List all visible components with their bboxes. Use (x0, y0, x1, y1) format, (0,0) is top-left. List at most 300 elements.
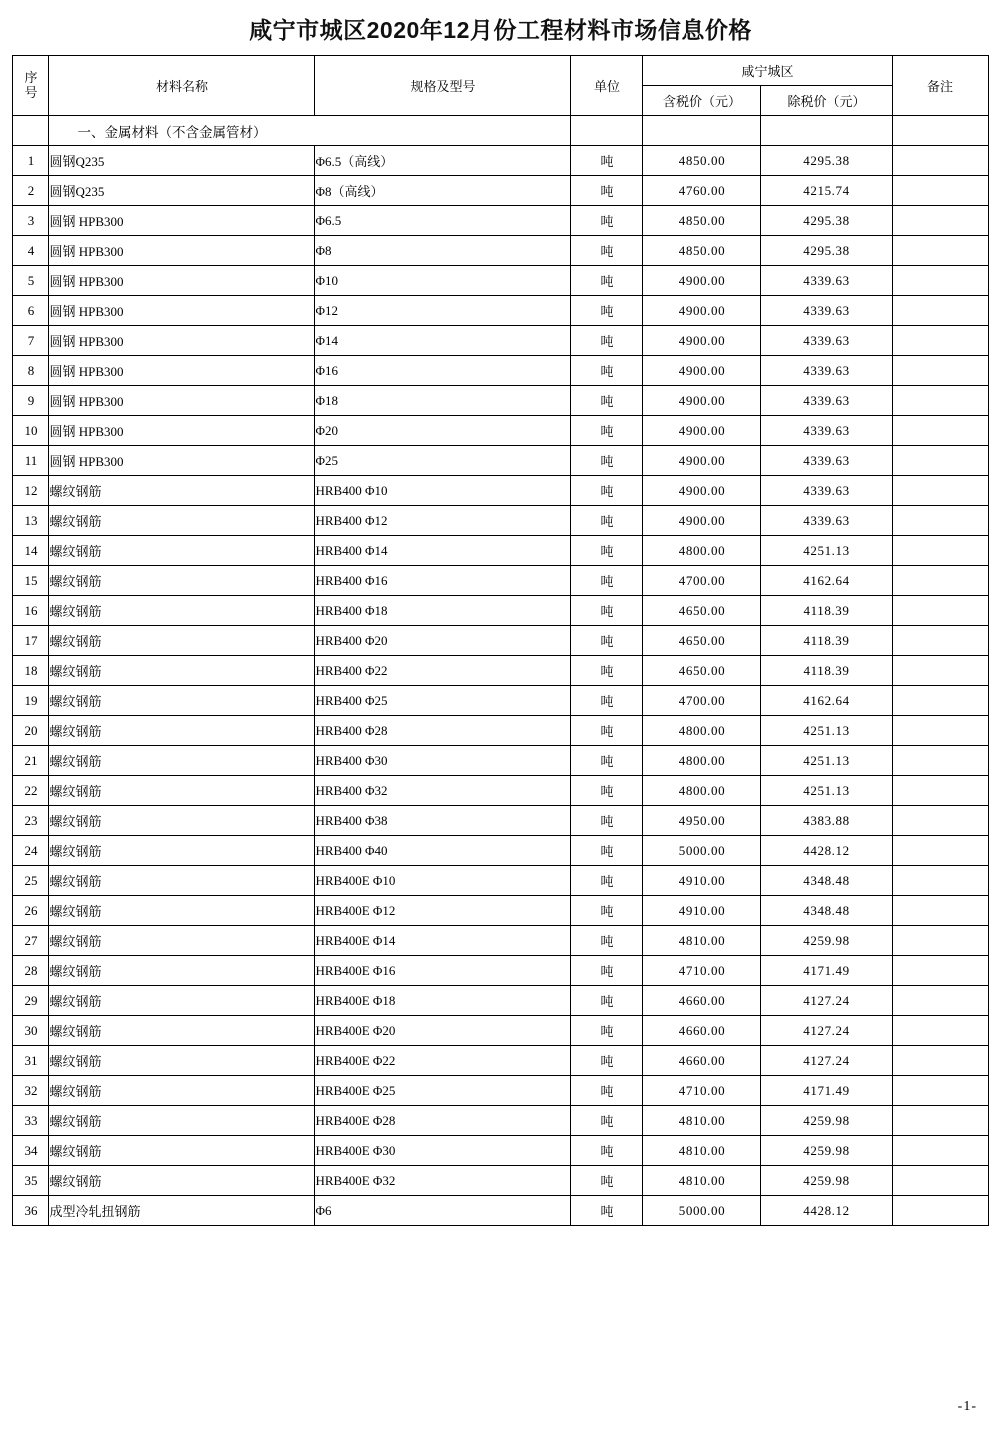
row-remark (892, 236, 988, 266)
row-price-without-tax: 4295.38 (761, 206, 892, 236)
table-row (13, 1046, 988, 1076)
column-header-remark: 备注 (892, 56, 988, 116)
row-spec-model: Φ25 (315, 446, 571, 476)
row-price-with-tax: 4950.00 (643, 806, 761, 836)
row-price-with-tax: 4900.00 (643, 416, 761, 446)
row-index: 35 (13, 1166, 49, 1196)
row-index: 23 (13, 806, 49, 836)
section-notax-cell (761, 116, 892, 146)
table-row (13, 836, 988, 866)
row-spec-model: HRB400 Φ25 (315, 686, 571, 716)
row-material-name: 螺纹钢筋 (49, 626, 315, 656)
row-index: 33 (13, 1106, 49, 1136)
row-spec-model: Φ14 (315, 326, 571, 356)
row-material-name: 螺纹钢筋 (49, 1166, 315, 1196)
row-unit: 吨 (571, 956, 643, 986)
row-remark (892, 446, 988, 476)
row-spec-model: HRB400 Φ10 (315, 476, 571, 506)
row-unit: 吨 (571, 206, 643, 236)
row-index: 2 (13, 176, 49, 206)
row-price-without-tax: 4339.63 (761, 326, 892, 356)
row-remark (892, 206, 988, 236)
section-unit-cell (571, 116, 643, 146)
row-material-name: 圆钢 HPB300 (49, 356, 315, 386)
row-unit: 吨 (571, 1046, 643, 1076)
row-price-with-tax: 4900.00 (643, 356, 761, 386)
index-header-line-2: 号 (24, 84, 38, 100)
row-price-with-tax: 4710.00 (643, 1076, 761, 1106)
row-remark (892, 926, 988, 956)
row-spec-model: HRB400 Φ18 (315, 596, 571, 626)
row-material-name: 螺纹钢筋 (49, 1136, 315, 1166)
row-spec-model: Φ8 (315, 236, 571, 266)
row-index: 20 (13, 716, 49, 746)
row-spec-model: HRB400 Φ20 (315, 626, 571, 656)
row-price-without-tax: 4339.63 (761, 296, 892, 326)
row-spec-model: HRB400 Φ38 (315, 806, 571, 836)
row-material-name: 圆钢 HPB300 (49, 266, 315, 296)
row-index: 3 (13, 206, 49, 236)
row-remark (892, 776, 988, 806)
row-price-without-tax: 4339.63 (761, 386, 892, 416)
row-price-with-tax: 4850.00 (643, 206, 761, 236)
table-row (13, 716, 988, 746)
row-spec-model: HRB400 Φ14 (315, 536, 571, 566)
row-remark (892, 566, 988, 596)
row-price-without-tax: 4251.13 (761, 716, 892, 746)
row-price-without-tax: 4118.39 (761, 596, 892, 626)
row-price-with-tax: 4900.00 (643, 506, 761, 536)
row-spec-model: HRB400E Φ25 (315, 1076, 571, 1106)
row-price-with-tax: 4760.00 (643, 176, 761, 206)
table-row (13, 1106, 988, 1136)
row-price-without-tax: 4339.63 (761, 266, 892, 296)
row-price-with-tax: 5000.00 (643, 1196, 761, 1226)
row-spec-model: HRB400E Φ20 (315, 1016, 571, 1046)
row-price-without-tax: 4118.39 (761, 656, 892, 686)
row-spec-model: HRB400E Φ14 (315, 926, 571, 956)
table-row (13, 1136, 988, 1166)
row-remark (892, 836, 988, 866)
row-material-name: 螺纹钢筋 (49, 776, 315, 806)
row-material-name: 圆钢 HPB300 (49, 416, 315, 446)
row-index: 16 (13, 596, 49, 626)
column-header-spec-model: 规格及型号 (315, 56, 571, 116)
row-price-without-tax: 4339.63 (761, 506, 892, 536)
row-remark (892, 476, 988, 506)
row-price-with-tax: 4700.00 (643, 686, 761, 716)
row-material-name: 螺纹钢筋 (49, 566, 315, 596)
row-material-name: 螺纹钢筋 (49, 836, 315, 866)
table-header (13, 56, 988, 116)
table-row (13, 566, 988, 596)
row-spec-model: HRB400E Φ12 (315, 896, 571, 926)
row-unit: 吨 (571, 596, 643, 626)
row-index: 4 (13, 236, 49, 266)
row-remark (892, 1106, 988, 1136)
table-body (13, 116, 988, 1226)
table-row (13, 416, 988, 446)
row-spec-model: HRB400 Φ40 (315, 836, 571, 866)
row-price-without-tax: 4215.74 (761, 176, 892, 206)
row-material-name: 螺纹钢筋 (49, 536, 315, 566)
column-header-unit: 单位 (571, 56, 643, 116)
row-remark (892, 1076, 988, 1106)
row-spec-model: HRB400 Φ28 (315, 716, 571, 746)
row-price-without-tax: 4339.63 (761, 476, 892, 506)
row-material-name: 螺纹钢筋 (49, 596, 315, 626)
row-remark (892, 356, 988, 386)
page-title: 咸宁市城区2020年12月份工程材料市场信息价格 (249, 17, 752, 43)
row-price-without-tax: 4259.98 (761, 1136, 892, 1166)
row-price-without-tax: 4295.38 (761, 146, 892, 176)
row-index: 22 (13, 776, 49, 806)
row-unit: 吨 (571, 626, 643, 656)
row-material-name: 螺纹钢筋 (49, 806, 315, 836)
row-remark (892, 896, 988, 926)
table-row (13, 1166, 988, 1196)
row-price-with-tax: 4810.00 (643, 1136, 761, 1166)
table-row (13, 536, 988, 566)
row-spec-model: Φ16 (315, 356, 571, 386)
row-unit: 吨 (571, 776, 643, 806)
row-remark (892, 956, 988, 986)
row-price-with-tax: 4900.00 (643, 266, 761, 296)
row-index: 13 (13, 506, 49, 536)
table-row (13, 776, 988, 806)
row-spec-model: Φ6.5（高线） (315, 146, 571, 176)
row-price-without-tax: 4162.64 (761, 686, 892, 716)
row-price-with-tax: 4660.00 (643, 1046, 761, 1076)
row-price-without-tax: 4171.49 (761, 1076, 892, 1106)
row-price-without-tax: 4171.49 (761, 956, 892, 986)
row-index: 25 (13, 866, 49, 896)
row-remark (892, 416, 988, 446)
section-title: 一、金属材料（不含金属管材） (49, 116, 571, 146)
table-row (13, 386, 988, 416)
row-material-name: 螺纹钢筋 (49, 746, 315, 776)
row-remark (892, 626, 988, 656)
row-material-name: 螺纹钢筋 (49, 896, 315, 926)
row-spec-model: HRB400E Φ32 (315, 1166, 571, 1196)
row-index: 30 (13, 1016, 49, 1046)
row-index: 27 (13, 926, 49, 956)
table-row (13, 596, 988, 626)
row-price-with-tax: 4900.00 (643, 446, 761, 476)
row-index: 8 (13, 356, 49, 386)
row-spec-model: Φ18 (315, 386, 571, 416)
row-index: 28 (13, 956, 49, 986)
row-index: 24 (13, 836, 49, 866)
row-remark (892, 326, 988, 356)
row-spec-model: HRB400E Φ16 (315, 956, 571, 986)
table-row (13, 896, 988, 926)
row-unit: 吨 (571, 866, 643, 896)
table-row (13, 296, 988, 326)
row-unit: 吨 (571, 716, 643, 746)
row-remark (892, 296, 988, 326)
table-row (13, 266, 988, 296)
row-material-name: 圆钢 HPB300 (49, 296, 315, 326)
row-unit: 吨 (571, 416, 643, 446)
row-remark (892, 1196, 988, 1226)
row-price-with-tax: 4650.00 (643, 656, 761, 686)
row-remark (892, 716, 988, 746)
row-unit: 吨 (571, 356, 643, 386)
row-price-with-tax: 4900.00 (643, 386, 761, 416)
row-spec-model: HRB400E Φ30 (315, 1136, 571, 1166)
row-index: 1 (13, 146, 49, 176)
row-unit: 吨 (571, 236, 643, 266)
row-remark (892, 536, 988, 566)
table-row (13, 146, 988, 176)
row-material-name: 螺纹钢筋 (49, 1076, 315, 1106)
row-remark (892, 746, 988, 776)
table-row (13, 1076, 988, 1106)
table-row (13, 956, 988, 986)
table-row (13, 986, 988, 1016)
row-unit: 吨 (571, 446, 643, 476)
row-price-without-tax: 4259.98 (761, 1166, 892, 1196)
row-material-name: 圆钢 HPB300 (49, 326, 315, 356)
row-index: 15 (13, 566, 49, 596)
row-price-without-tax: 4251.13 (761, 776, 892, 806)
row-material-name: 螺纹钢筋 (49, 1106, 315, 1136)
row-material-name: 螺纹钢筋 (49, 866, 315, 896)
row-index: 31 (13, 1046, 49, 1076)
row-index: 26 (13, 896, 49, 926)
row-material-name: 螺纹钢筋 (49, 476, 315, 506)
row-remark (892, 806, 988, 836)
row-index: 36 (13, 1196, 49, 1226)
table-row (13, 176, 988, 206)
row-unit: 吨 (571, 986, 643, 1016)
table-row (13, 1196, 988, 1226)
column-header-index (13, 56, 49, 116)
row-price-with-tax: 4850.00 (643, 146, 761, 176)
row-price-without-tax: 4428.12 (761, 836, 892, 866)
row-unit: 吨 (571, 1136, 643, 1166)
row-unit: 吨 (571, 266, 643, 296)
row-material-name: 螺纹钢筋 (49, 1016, 315, 1046)
row-remark (892, 1166, 988, 1196)
table-row (13, 926, 988, 956)
row-remark (892, 506, 988, 536)
row-spec-model: Φ20 (315, 416, 571, 446)
row-price-with-tax: 4900.00 (643, 326, 761, 356)
row-price-without-tax: 4428.12 (761, 1196, 892, 1226)
row-spec-model: HRB400E Φ22 (315, 1046, 571, 1076)
table-row (13, 446, 988, 476)
table-row (13, 476, 988, 506)
row-index: 6 (13, 296, 49, 326)
row-remark (892, 266, 988, 296)
row-price-without-tax: 4348.48 (761, 896, 892, 926)
row-spec-model: HRB400 Φ16 (315, 566, 571, 596)
page-number: -1- (957, 1399, 977, 1414)
row-remark (892, 866, 988, 896)
row-unit: 吨 (571, 836, 643, 866)
row-unit: 吨 (571, 1016, 643, 1046)
row-unit: 吨 (571, 566, 643, 596)
row-unit: 吨 (571, 926, 643, 956)
row-index: 5 (13, 266, 49, 296)
row-index: 7 (13, 326, 49, 356)
row-spec-model: Φ12 (315, 296, 571, 326)
row-remark (892, 176, 988, 206)
row-price-without-tax: 4251.13 (761, 536, 892, 566)
row-price-with-tax: 4650.00 (643, 626, 761, 656)
row-material-name: 螺纹钢筋 (49, 1046, 315, 1076)
row-price-without-tax: 4383.88 (761, 806, 892, 836)
row-price-with-tax: 4900.00 (643, 296, 761, 326)
row-material-name: 螺纹钢筋 (49, 686, 315, 716)
row-material-name: 螺纹钢筋 (49, 656, 315, 686)
row-price-with-tax: 4660.00 (643, 986, 761, 1016)
row-index: 9 (13, 386, 49, 416)
column-header-region-group: 咸宁城区 (643, 56, 892, 86)
row-spec-model: HRB400 Φ32 (315, 776, 571, 806)
row-price-without-tax: 4339.63 (761, 356, 892, 386)
table-row (13, 356, 988, 386)
row-remark (892, 1016, 988, 1046)
row-remark (892, 656, 988, 686)
row-material-name: 螺纹钢筋 (49, 506, 315, 536)
row-spec-model: HRB400E Φ28 (315, 1106, 571, 1136)
row-spec-model: Φ6.5 (315, 206, 571, 236)
row-index: 10 (13, 416, 49, 446)
table-row (13, 1016, 988, 1046)
row-price-with-tax: 4650.00 (643, 596, 761, 626)
table-row (13, 626, 988, 656)
column-header-price-without-tax: 除税价（元） (761, 86, 892, 116)
row-price-without-tax: 4127.24 (761, 986, 892, 1016)
row-price-with-tax: 4910.00 (643, 866, 761, 896)
row-index: 29 (13, 986, 49, 1016)
row-unit: 吨 (571, 746, 643, 776)
row-price-with-tax: 4800.00 (643, 776, 761, 806)
row-spec-model: HRB400E Φ18 (315, 986, 571, 1016)
row-material-name: 螺纹钢筋 (49, 716, 315, 746)
row-price-without-tax: 4295.38 (761, 236, 892, 266)
row-unit: 吨 (571, 296, 643, 326)
row-price-with-tax: 4800.00 (643, 716, 761, 746)
row-unit: 吨 (571, 146, 643, 176)
row-remark (892, 986, 988, 1016)
table-section-row (13, 116, 988, 146)
row-index: 21 (13, 746, 49, 776)
row-price-without-tax: 4251.13 (761, 746, 892, 776)
row-spec-model: Φ6 (315, 1196, 571, 1226)
row-price-without-tax: 4162.64 (761, 566, 892, 596)
row-unit: 吨 (571, 1106, 643, 1136)
row-unit: 吨 (571, 1196, 643, 1226)
row-spec-model: HRB400 Φ30 (315, 746, 571, 776)
row-remark (892, 386, 988, 416)
row-index: 19 (13, 686, 49, 716)
row-unit: 吨 (571, 476, 643, 506)
row-index: 34 (13, 1136, 49, 1166)
row-price-with-tax: 4850.00 (643, 236, 761, 266)
table-row (13, 806, 988, 836)
row-unit: 吨 (571, 386, 643, 416)
row-index: 14 (13, 536, 49, 566)
row-remark (892, 686, 988, 716)
section-remark-cell (892, 116, 988, 146)
row-index: 32 (13, 1076, 49, 1106)
section-tax-cell (643, 116, 761, 146)
row-index: 12 (13, 476, 49, 506)
row-unit: 吨 (571, 1076, 643, 1106)
row-unit: 吨 (571, 506, 643, 536)
row-spec-model: Φ8（高线） (315, 176, 571, 206)
row-unit: 吨 (571, 536, 643, 566)
row-price-with-tax: 4700.00 (643, 566, 761, 596)
table-row (13, 206, 988, 236)
row-price-with-tax: 4800.00 (643, 746, 761, 776)
table-row (13, 506, 988, 536)
row-price-without-tax: 4127.24 (761, 1046, 892, 1076)
row-material-name: 圆钢 HPB300 (49, 236, 315, 266)
row-price-without-tax: 4259.98 (761, 926, 892, 956)
row-unit: 吨 (571, 806, 643, 836)
row-price-without-tax: 4348.48 (761, 866, 892, 896)
row-remark (892, 1046, 988, 1076)
row-material-name: 螺纹钢筋 (49, 926, 315, 956)
row-price-without-tax: 4118.39 (761, 626, 892, 656)
index-header-line-1: 序 (24, 69, 38, 85)
row-price-without-tax: 4339.63 (761, 446, 892, 476)
section-index-cell (13, 116, 49, 146)
table-row (13, 686, 988, 716)
row-spec-model: Φ10 (315, 266, 571, 296)
row-spec-model: HRB400 Φ12 (315, 506, 571, 536)
row-material-name: 螺纹钢筋 (49, 986, 315, 1016)
row-price-with-tax: 4810.00 (643, 1166, 761, 1196)
row-spec-model: HRB400E Φ10 (315, 866, 571, 896)
column-header-material-name: 材料名称 (49, 56, 315, 116)
table-row (13, 866, 988, 896)
row-index: 17 (13, 626, 49, 656)
row-material-name: 成型冷轧扭钢筋 (49, 1196, 315, 1226)
row-material-name: 圆钢 HPB300 (49, 206, 315, 236)
row-unit: 吨 (571, 326, 643, 356)
row-price-with-tax: 4910.00 (643, 896, 761, 926)
row-remark (892, 596, 988, 626)
row-unit: 吨 (571, 176, 643, 206)
row-remark (892, 1136, 988, 1166)
material-price-table (12, 55, 988, 1226)
row-price-with-tax: 4710.00 (643, 956, 761, 986)
table-row (13, 326, 988, 356)
row-price-without-tax: 4259.98 (761, 1106, 892, 1136)
row-remark (892, 146, 988, 176)
row-price-without-tax: 4127.24 (761, 1016, 892, 1046)
row-material-name: 圆钢Q235 (49, 146, 315, 176)
row-material-name: 圆钢 HPB300 (49, 446, 315, 476)
row-material-name: 圆钢 HPB300 (49, 386, 315, 416)
row-material-name: 螺纹钢筋 (49, 956, 315, 986)
row-unit: 吨 (571, 686, 643, 716)
row-material-name: 圆钢Q235 (49, 176, 315, 206)
row-price-with-tax: 4900.00 (643, 476, 761, 506)
table-row (13, 746, 988, 776)
table-row (13, 656, 988, 686)
row-unit: 吨 (571, 656, 643, 686)
table-row (13, 236, 988, 266)
row-price-with-tax: 4660.00 (643, 1016, 761, 1046)
row-price-without-tax: 4339.63 (761, 416, 892, 446)
